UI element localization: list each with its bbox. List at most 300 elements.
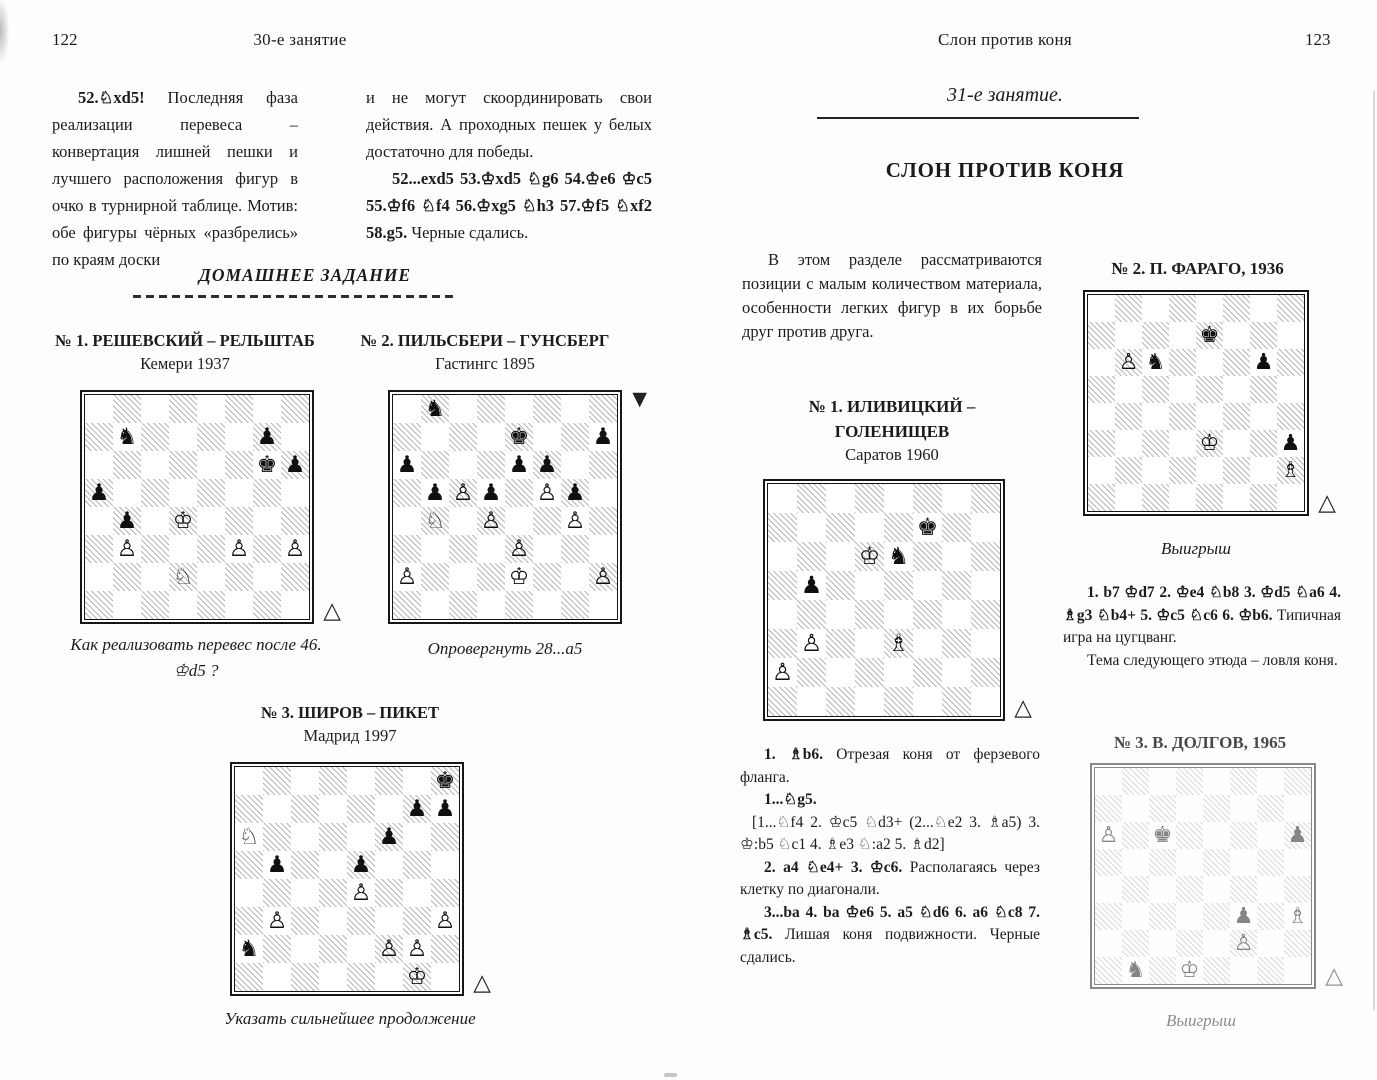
board-square <box>1122 903 1149 930</box>
board-square <box>85 479 113 507</box>
board-square <box>449 479 477 507</box>
board-square <box>169 395 197 423</box>
board-square <box>85 451 113 479</box>
board-square <box>855 484 884 513</box>
white-to-move-icon: △ <box>473 970 491 996</box>
board-square <box>253 479 281 507</box>
board-square <box>942 629 971 658</box>
board-square <box>855 629 884 658</box>
board-square <box>797 687 826 716</box>
white-pawn-icon: ♙ <box>396 563 418 590</box>
board-square <box>263 851 291 879</box>
lesson-label: 31-е занятие. <box>947 84 1063 106</box>
board-square <box>768 658 797 687</box>
board-square <box>1149 930 1176 957</box>
board-square <box>291 963 319 991</box>
white-to-move-icon: △ <box>1014 695 1032 721</box>
board-square <box>253 507 281 535</box>
board-square <box>1250 484 1277 511</box>
board-square <box>1122 822 1149 849</box>
board-square <box>1088 322 1115 349</box>
board-square <box>768 571 797 600</box>
black-pawn-icon: ♟ <box>536 451 558 478</box>
diagram-caption: Указать сильнейшее продолжение <box>224 1009 476 1028</box>
board-square <box>141 591 169 619</box>
board-square <box>1257 822 1284 849</box>
board-square <box>263 935 291 963</box>
board-square <box>281 563 309 591</box>
black-pawn-icon: ♟ <box>434 795 456 822</box>
white-pawn-icon: ♙ <box>480 507 502 534</box>
board-square <box>561 395 589 423</box>
white-pawn-icon: ♙ <box>800 628 823 657</box>
board-square <box>291 879 319 907</box>
chess-board <box>1094 767 1312 985</box>
board-square <box>393 563 421 591</box>
black-knight-icon: ♞ <box>238 935 260 962</box>
black-pawn-icon: ♟ <box>1253 349 1274 376</box>
board-square <box>347 963 375 991</box>
chapter-title: СЛОН ПРОТИВ КОНЯ <box>885 158 1125 182</box>
left-column-2 <box>366 84 652 246</box>
white-pawn-icon: ♙ <box>1098 822 1119 849</box>
board-square <box>421 535 449 563</box>
board-square <box>1176 822 1203 849</box>
board-square <box>421 563 449 591</box>
board-square <box>85 507 113 535</box>
board-square <box>421 395 449 423</box>
board-square <box>393 507 421 535</box>
board-frame <box>1090 763 1316 989</box>
board-square <box>884 629 913 658</box>
board-square <box>1095 822 1122 849</box>
board-square <box>1196 322 1223 349</box>
board-square <box>197 395 225 423</box>
black-pawn-icon: ♟ <box>396 451 418 478</box>
board-square <box>263 823 291 851</box>
board-square <box>1284 849 1311 876</box>
board-square <box>1250 457 1277 484</box>
board-square <box>505 563 533 591</box>
board-square <box>281 395 309 423</box>
board-square <box>971 658 1000 687</box>
board-square <box>505 507 533 535</box>
board-square <box>1230 849 1257 876</box>
board-square <box>1088 349 1115 376</box>
board-square <box>403 795 431 823</box>
white-knight-icon: ♘ <box>424 507 446 534</box>
board-square <box>141 563 169 591</box>
board-square <box>449 451 477 479</box>
board-square <box>1196 295 1223 322</box>
board-square <box>291 907 319 935</box>
board-square <box>884 513 913 542</box>
board-square <box>589 535 617 563</box>
game-title: № 1. ИЛИВИЦКИЙ – ГОЛЕНИЩЕВ <box>808 397 976 441</box>
board-frame <box>1083 290 1309 516</box>
diagram-shirov-piket <box>230 762 491 996</box>
board-square <box>225 535 253 563</box>
board-square <box>1142 430 1169 457</box>
board-square <box>1122 876 1149 903</box>
white-pawn-icon: ♙ <box>406 935 428 962</box>
board-square <box>1257 849 1284 876</box>
white-pawn-icon: ♙ <box>452 479 474 506</box>
board-square <box>1277 376 1304 403</box>
board-square <box>235 879 263 907</box>
board-square <box>431 823 459 851</box>
diagram-pillsbury-gunsberg <box>388 388 647 624</box>
board-square <box>393 395 421 423</box>
scan-edge-line <box>1373 90 1375 1010</box>
diagram-farago <box>1083 290 1336 516</box>
board-square <box>589 563 617 591</box>
board-square <box>197 423 225 451</box>
board-square <box>1250 295 1277 322</box>
board-square <box>141 535 169 563</box>
board-square <box>141 451 169 479</box>
board-square <box>1115 457 1142 484</box>
board-square <box>1088 295 1115 322</box>
board-square <box>1115 430 1142 457</box>
board-square <box>1257 903 1284 930</box>
black-pawn-icon: ♟ <box>800 570 823 599</box>
game-subtitle: Саратов 1960 <box>845 445 939 464</box>
board-square <box>1277 403 1304 430</box>
board-square <box>971 513 1000 542</box>
board-square <box>1277 349 1304 376</box>
board-square <box>1169 484 1196 511</box>
board-square <box>855 513 884 542</box>
study2-heading: № 2. П. ФАРАГО, 1936 <box>1111 259 1284 278</box>
board-square <box>1142 484 1169 511</box>
chess-board <box>767 483 1001 717</box>
board-square <box>197 479 225 507</box>
black-pawn-icon: ♟ <box>1233 903 1254 930</box>
board-square <box>347 767 375 795</box>
board-square <box>768 629 797 658</box>
white-bishop-icon: ♗ <box>887 628 910 657</box>
game-subtitle: Мадрид 1997 <box>303 726 397 745</box>
white-pawn-icon: ♙ <box>434 907 456 934</box>
board-square <box>1149 903 1176 930</box>
board-square <box>85 563 113 591</box>
board-square <box>589 591 617 619</box>
board-square <box>1169 430 1196 457</box>
board-square <box>225 591 253 619</box>
black-king-icon: ♚ <box>508 423 530 450</box>
note-paragraph <box>740 744 1040 789</box>
board-square <box>113 563 141 591</box>
board-square <box>197 451 225 479</box>
board-square <box>797 513 826 542</box>
board-square <box>235 767 263 795</box>
board-square <box>477 451 505 479</box>
board-square <box>797 542 826 571</box>
board-square <box>1250 349 1277 376</box>
homework-heading: ДОМАШНЕЕ ЗАДАНИЕ <box>198 265 412 285</box>
board-square <box>375 907 403 935</box>
board-square <box>169 591 197 619</box>
black-to-move-icon: ▼ <box>632 388 647 410</box>
board-square <box>235 907 263 935</box>
board-square <box>884 600 913 629</box>
board-square <box>533 535 561 563</box>
move-text: 3...ba 4. ba ♔e6 5. a5 ♘d6 6. a6 ♘c8 7. ♗c5. <box>740 903 1040 943</box>
board-square <box>431 879 459 907</box>
white-bishop-icon: ♗ <box>1287 903 1308 930</box>
black-knight-icon: ♞ <box>1125 957 1146 984</box>
board-square <box>319 935 347 963</box>
board-square <box>347 823 375 851</box>
board-square <box>533 451 561 479</box>
white-to-move-icon: △ <box>1325 963 1343 989</box>
board-square <box>1257 930 1284 957</box>
board-square <box>169 451 197 479</box>
note-paragraph <box>1063 650 1341 673</box>
black-knight-icon: ♞ <box>424 395 446 422</box>
white-to-move-icon: △ <box>1318 490 1336 516</box>
board-square <box>1196 484 1223 511</box>
board-square <box>913 629 942 658</box>
board-square <box>1122 768 1149 795</box>
board-square <box>1095 768 1122 795</box>
board-square <box>1088 484 1115 511</box>
board-square <box>797 629 826 658</box>
white-knight-icon: ♘ <box>172 563 194 590</box>
board-square <box>1169 322 1196 349</box>
white-pawn-icon: ♙ <box>350 879 372 906</box>
note-paragraph <box>740 789 1040 812</box>
black-king-icon: ♚ <box>434 767 456 794</box>
diagram-reshevsky-rellstab <box>80 390 341 624</box>
chess-board <box>392 394 618 620</box>
black-pawn-icon: ♟ <box>116 507 138 534</box>
board-square <box>281 507 309 535</box>
board-square <box>319 795 347 823</box>
board-square <box>826 629 855 658</box>
board-square <box>533 395 561 423</box>
black-pawn-icon: ♟ <box>1280 430 1301 457</box>
black-pawn-icon: ♟ <box>406 795 428 822</box>
board-square <box>1088 376 1115 403</box>
board-square <box>1230 957 1257 984</box>
board-square <box>449 591 477 619</box>
board-square <box>913 484 942 513</box>
board-square <box>561 535 589 563</box>
board-square <box>393 423 421 451</box>
board-square <box>85 535 113 563</box>
board-square <box>505 591 533 619</box>
board-square <box>403 767 431 795</box>
comment-text: Лишая коня подвижности. Черные сдались. <box>740 926 1040 966</box>
board-square <box>281 479 309 507</box>
white-pawn-icon: ♙ <box>116 535 138 562</box>
board-square <box>1250 430 1277 457</box>
note-paragraph <box>740 857 1040 902</box>
board-square <box>85 395 113 423</box>
scan-speck <box>664 1073 677 1077</box>
board-square <box>431 935 459 963</box>
white-king-icon: ♔ <box>1179 957 1200 984</box>
board-square <box>431 851 459 879</box>
board-square <box>1115 484 1142 511</box>
board-square <box>884 571 913 600</box>
board-square <box>1223 295 1250 322</box>
board-square <box>263 879 291 907</box>
board-square <box>589 395 617 423</box>
black-pawn-icon: ♟ <box>266 851 288 878</box>
board-square <box>235 935 263 963</box>
board-square <box>1149 822 1176 849</box>
left-column-1 <box>52 84 298 273</box>
board-square <box>1230 822 1257 849</box>
board-square <box>113 451 141 479</box>
board-square <box>1284 876 1311 903</box>
board-square <box>971 571 1000 600</box>
board-square <box>826 600 855 629</box>
board-square <box>1115 403 1142 430</box>
board-square <box>253 591 281 619</box>
board-square <box>561 451 589 479</box>
white-to-move-icon: △ <box>323 598 341 624</box>
board-square <box>884 658 913 687</box>
board-square <box>1203 957 1230 984</box>
board-square <box>319 879 347 907</box>
board-square <box>855 600 884 629</box>
board-square <box>1203 849 1230 876</box>
board-square <box>169 563 197 591</box>
board-square <box>1223 322 1250 349</box>
game-title: № 1. РЕШЕВСКИЙ – РЕЛЬШТАБ <box>55 331 315 350</box>
game2-heading <box>340 328 630 374</box>
board-square <box>1115 322 1142 349</box>
white-king-icon: ♔ <box>1199 430 1220 457</box>
board-square <box>1223 430 1250 457</box>
board-square <box>393 451 421 479</box>
board-square <box>797 571 826 600</box>
black-pawn-icon: ♟ <box>350 851 372 878</box>
note-paragraph <box>740 902 1040 970</box>
study2-notes <box>1063 582 1341 672</box>
board-square <box>235 823 263 851</box>
board-square <box>347 851 375 879</box>
board-square <box>533 423 561 451</box>
board-square <box>1122 930 1149 957</box>
board-square <box>1176 903 1203 930</box>
board-square <box>263 963 291 991</box>
board-square <box>768 513 797 542</box>
white-king-icon: ♔ <box>172 507 194 534</box>
comment-text: Отрезая коня от ферзевого фланга. <box>740 746 1040 786</box>
board-square <box>797 658 826 687</box>
board-square <box>1230 768 1257 795</box>
board-square <box>1284 957 1311 984</box>
board-square <box>826 484 855 513</box>
board-square <box>393 535 421 563</box>
board-square <box>1142 376 1169 403</box>
game-subtitle: Гастингс 1895 <box>435 354 535 373</box>
board-square <box>1230 876 1257 903</box>
board-square <box>375 795 403 823</box>
board-square <box>449 423 477 451</box>
board-square <box>141 395 169 423</box>
board-square <box>1223 457 1250 484</box>
board-square <box>797 484 826 513</box>
comment-text: Тема следующего этюда – ловля коня. <box>1087 651 1338 669</box>
board-square <box>971 542 1000 571</box>
dashed-divider <box>133 295 455 298</box>
board-square <box>1277 295 1304 322</box>
board-square <box>1196 349 1223 376</box>
board-square <box>403 935 431 963</box>
board-square <box>347 879 375 907</box>
board-square <box>1115 349 1142 376</box>
board-square <box>421 507 449 535</box>
board-square <box>942 484 971 513</box>
black-knight-icon: ♞ <box>887 541 910 570</box>
board-square <box>1142 403 1169 430</box>
black-pawn-icon: ♟ <box>1287 822 1308 849</box>
white-pawn-icon: ♙ <box>228 535 250 562</box>
board-square <box>1095 876 1122 903</box>
white-king-icon: ♔ <box>858 541 881 570</box>
board-square <box>141 479 169 507</box>
board-square <box>1115 295 1142 322</box>
move-text: 1. ♗b6. <box>764 746 824 763</box>
board-square <box>942 687 971 716</box>
board-square <box>281 591 309 619</box>
board-square <box>403 823 431 851</box>
board-square <box>1169 295 1196 322</box>
board-square <box>1095 957 1122 984</box>
board-square <box>403 851 431 879</box>
board-square <box>1203 768 1230 795</box>
black-pawn-icon: ♟ <box>564 479 586 506</box>
board-square <box>253 451 281 479</box>
board-square <box>561 591 589 619</box>
board-square <box>319 823 347 851</box>
board-square <box>1284 903 1311 930</box>
right-game1-heading <box>772 394 1012 465</box>
board-square <box>1149 768 1176 795</box>
board-square <box>403 963 431 991</box>
chess-board <box>1087 294 1305 512</box>
board-square <box>505 395 533 423</box>
board-square <box>942 542 971 571</box>
move-text: 1...♘g5. <box>764 791 817 808</box>
board-square <box>768 542 797 571</box>
board-square <box>393 591 421 619</box>
white-pawn-icon: ♙ <box>592 563 614 590</box>
white-pawn-icon: ♙ <box>1118 349 1139 376</box>
board-square <box>375 879 403 907</box>
board-square <box>197 563 225 591</box>
board-square <box>1176 957 1203 984</box>
board-square <box>291 935 319 963</box>
intro-paragraph <box>742 248 1042 344</box>
paragraph: и не могут скоординировать свои действия. А проходных пешек у белых достаточно для победы. <box>366 88 652 161</box>
board-square <box>971 629 1000 658</box>
board-square <box>855 542 884 571</box>
board-square <box>253 535 281 563</box>
heading-rule <box>817 117 1139 119</box>
diagram-caption: Выигрыш <box>1161 539 1231 558</box>
board-square <box>561 563 589 591</box>
board-square <box>1277 322 1304 349</box>
board-square <box>281 423 309 451</box>
board-square <box>533 563 561 591</box>
